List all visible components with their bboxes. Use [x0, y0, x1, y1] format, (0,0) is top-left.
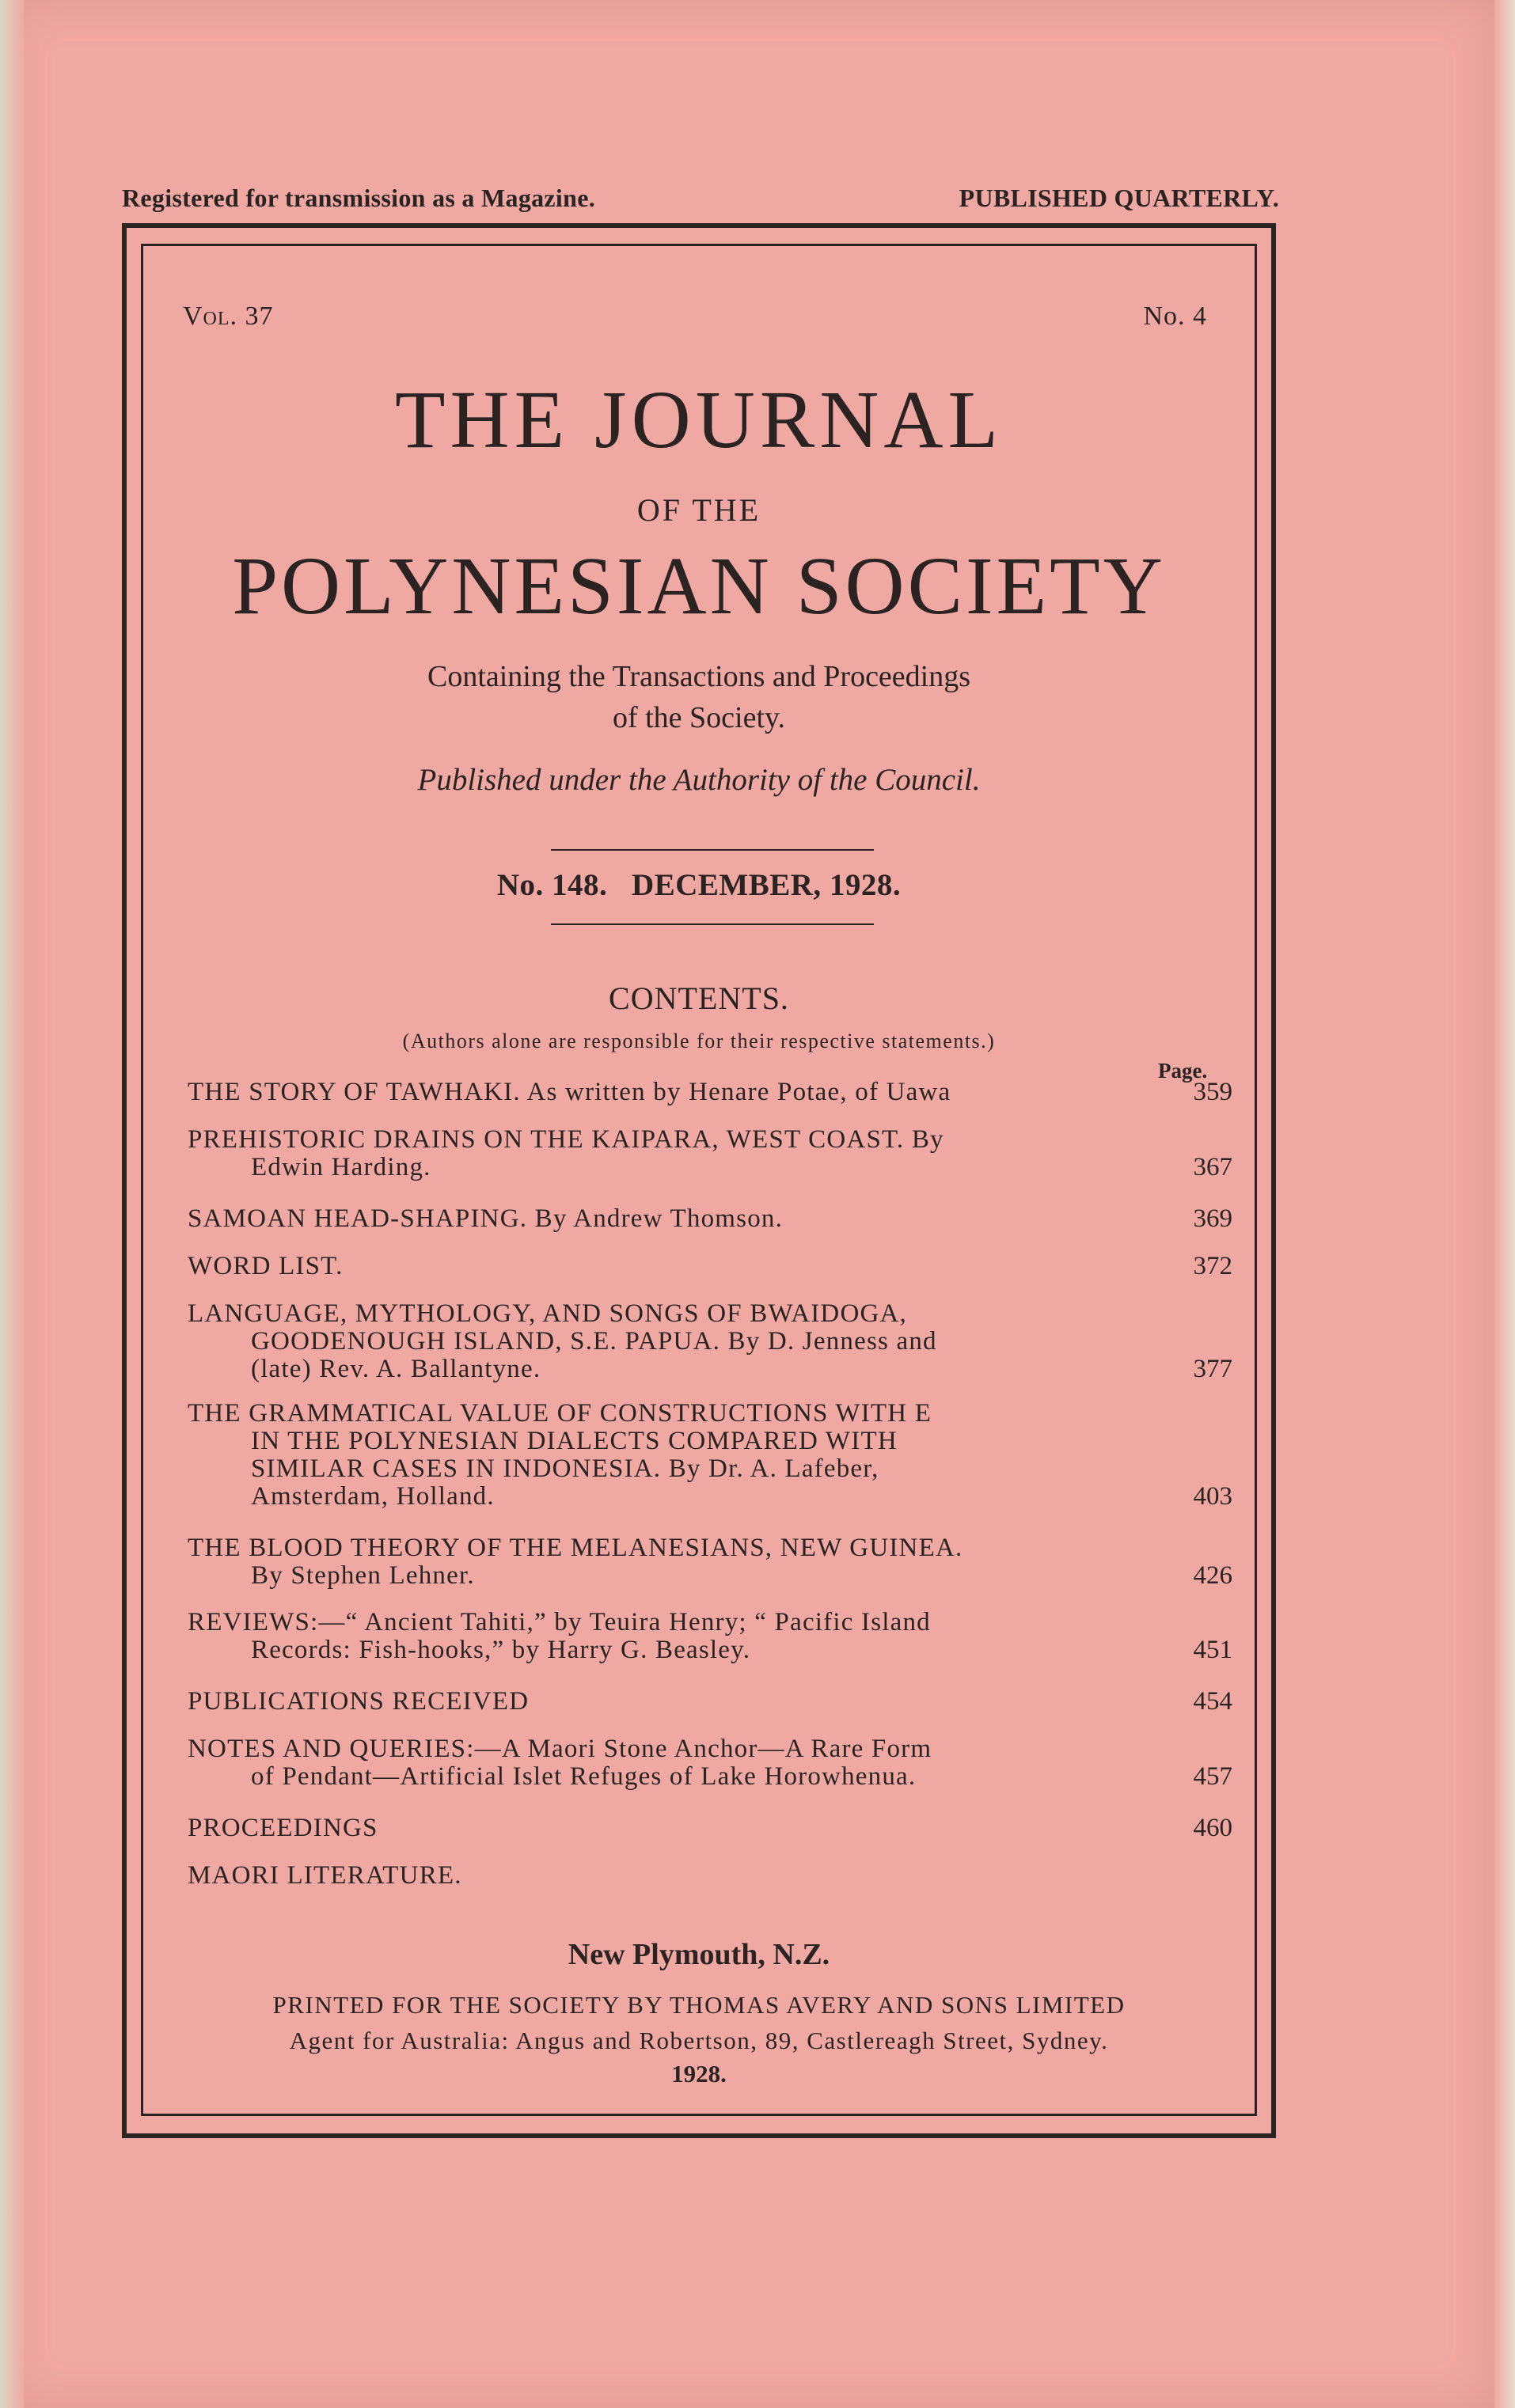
- contents-page-number: 359: [1193, 1078, 1232, 1106]
- contents-entry-text: Amsterdam, Holland.: [251, 1482, 495, 1511]
- contents-page-number: [1169, 1862, 1232, 1890]
- contents-page-spacer: [1169, 1400, 1232, 1428]
- contents-entry-text: of Pendant—Artificial Islet Refuges of Lake Horowhenua.: [251, 1762, 917, 1791]
- contents-page-spacer: [1169, 1328, 1232, 1356]
- contents-entry: [188, 1815, 1232, 1842]
- contents-entry-text: THE STORY OF TAWHAKI. As written by Henare Potae, of Uawa: [188, 1078, 951, 1106]
- contents-entry: [188, 1609, 1232, 1664]
- contents-entry-text: LANGUAGE, MYTHOLOGY, AND SONGS OF BWAIDOGA,: [188, 1299, 908, 1328]
- contents-entry-text: (late) Rev. A. Ballantyne.: [251, 1355, 541, 1383]
- contents-entry-text: MAORI LITERATURE.: [188, 1861, 462, 1890]
- contents-entry: [188, 1862, 1232, 1890]
- contents-entry-text: WORD LIST.: [188, 1252, 344, 1280]
- contents-entry-text: GOODENOUGH ISLAND, S.E. PAPUA. By D. Jenness and: [251, 1327, 937, 1356]
- contents-page-number: 367: [1193, 1153, 1232, 1181]
- contents-entry-text: Edwin Harding.: [251, 1153, 431, 1181]
- title-of-the: OF THE: [636, 492, 761, 528]
- contents-entry: [188, 1126, 1232, 1181]
- title-journal: THE JOURNAL: [395, 374, 1003, 465]
- contents-page-spacer: [1169, 1455, 1232, 1483]
- contents-entry-line: [188, 1356, 1232, 1383]
- contents-page-number: 460: [1193, 1814, 1232, 1842]
- title-society: POLYNESIAN SOCIETY: [232, 540, 1166, 631]
- contents-note: (Authors alone are responsible for their respective statements.): [402, 1030, 996, 1052]
- volume-row: [183, 301, 1207, 332]
- contents-page-number: 457: [1193, 1762, 1232, 1791]
- contents-entry-line: [188, 1253, 1232, 1280]
- contents-entry-text: THE GRAMMATICAL VALUE OF CONSTRUCTIONS WITH E: [188, 1399, 932, 1428]
- contents-entry-text: PUBLICATIONS RECEIVED: [188, 1687, 530, 1716]
- contents-page-number: 372: [1193, 1252, 1232, 1280]
- cover-right-edge: [1494, 0, 1515, 2408]
- contents-entry-line: [188, 1205, 1232, 1233]
- contents-entry-text: SIMILAR CASES IN INDONESIA. By Dr. A. Lafeber,: [251, 1454, 879, 1483]
- contents-entry: [188, 1300, 1232, 1383]
- contents-entry: [188, 1253, 1232, 1280]
- contents-page-number: 369: [1193, 1204, 1232, 1233]
- issue-rule-bottom: [551, 923, 874, 925]
- contents-page-number: 426: [1193, 1561, 1232, 1590]
- contents-entry: [188, 1205, 1232, 1233]
- published-quarterly: PUBLISHED QUARTERLY.: [959, 184, 1279, 212]
- authority-statement: Published under the Authority of the Council.: [417, 763, 981, 797]
- contents-entry: [188, 1688, 1232, 1716]
- page-column-heading: Page.: [1158, 1059, 1208, 1083]
- contents-entry-text: Records: Fish-hooks,” by Harry G. Beasley.: [251, 1636, 751, 1664]
- subtitle-line-2: of the Society.: [612, 701, 786, 734]
- contents-page-spacer: [1169, 1300, 1232, 1328]
- contents-page-number: 451: [1193, 1636, 1232, 1664]
- contents-entry-line: [188, 1815, 1232, 1842]
- contents-entry-line: [188, 1862, 1232, 1890]
- imprint-printer-block: [143, 1987, 1255, 2058]
- contents-page-spacer: [1169, 1735, 1232, 1763]
- registered-note: Registered for transmission as a Magazine.: [122, 184, 596, 212]
- contents-entry-line: [188, 1126, 1232, 1154]
- imprint-printer: PRINTED FOR THE SOCIETY BY THOMAS AVERY AND SONS LIMITED: [272, 1991, 1126, 2019]
- contents-page-number: 403: [1193, 1482, 1232, 1511]
- issue-line: No. 148. DECEMBER, 1928.: [496, 868, 902, 902]
- contents-page-spacer: [1169, 1534, 1232, 1562]
- contents-entry-line: [188, 1154, 1232, 1181]
- subtitle-line-1: Containing the Transactions and Proceedings: [427, 660, 971, 693]
- subtitle: [143, 656, 1255, 738]
- contents-entry-line: [188, 1300, 1232, 1328]
- contents-entry-text: REVIEWS:—“ Ancient Tahiti,” by Teuira Henry; “ Pacific Island: [188, 1608, 931, 1636]
- contents-entry: [188, 1534, 1232, 1590]
- contents-entry-text: PREHISTORIC DRAINS ON THE KAIPARA, WEST COAST. By: [188, 1125, 944, 1154]
- imprint-place: New Plymouth, N.Z.: [568, 1938, 830, 1971]
- contents-page-spacer: [1169, 1609, 1232, 1636]
- contents-page-spacer: [1169, 1126, 1232, 1154]
- contents-entry-text: NOTES AND QUERIES:—A Maori Stone Anchor—A Rare Form: [188, 1735, 932, 1763]
- contents-entry-line: [188, 1400, 1232, 1428]
- contents-entry-line: [188, 1688, 1232, 1716]
- contents-entry-text: SAMOAN HEAD-SHAPING. By Andrew Thomson.: [188, 1204, 784, 1233]
- contents-page-number: 454: [1193, 1687, 1232, 1716]
- issue-rule-top: [551, 849, 874, 851]
- contents-entry-text: By Stephen Lehner.: [251, 1561, 475, 1590]
- cover-spine-edge: [0, 0, 24, 2408]
- contents-entry-line: [188, 1636, 1232, 1664]
- volume-label: Vol. 37: [183, 301, 274, 331]
- cover-content: [143, 246, 1255, 2114]
- contents-heading: CONTENTS.: [609, 980, 789, 1016]
- contents-entry-text: PROCEEDINGS: [188, 1814, 378, 1842]
- contents-entry: [188, 1400, 1232, 1511]
- contents-entry: [188, 1079, 1232, 1106]
- contents-entry-line: [188, 1534, 1232, 1562]
- contents-entry-line: [188, 1735, 1232, 1763]
- contents-entry-line: [188, 1483, 1232, 1511]
- number-label: No. 4: [1143, 301, 1207, 331]
- contents-page-spacer: [1169, 1428, 1232, 1455]
- contents-entry-line: [188, 1079, 1232, 1106]
- cover-top-line: [122, 184, 1279, 213]
- contents-entry-text: IN THE POLYNESIAN DIALECTS COMPARED WITH: [251, 1427, 898, 1455]
- imprint-year: 1928.: [671, 2060, 727, 2088]
- contents-entry-line: [188, 1763, 1232, 1791]
- contents-entry-line: [188, 1328, 1232, 1356]
- contents-entry-line: [188, 1609, 1232, 1636]
- contents-entry-line: [188, 1562, 1232, 1590]
- contents-entry-line: [188, 1428, 1232, 1455]
- contents-entry: [188, 1735, 1232, 1791]
- contents-entry-line: [188, 1455, 1232, 1483]
- imprint-agent: Agent for Australia: Angus and Robertson, 89, Castlereagh Street, Sydney.: [289, 2027, 1109, 2054]
- contents-entry-text: THE BLOOD THEORY OF THE MELANESIANS, NEW GUINEA.: [188, 1534, 963, 1562]
- contents-page-number: 377: [1193, 1355, 1232, 1383]
